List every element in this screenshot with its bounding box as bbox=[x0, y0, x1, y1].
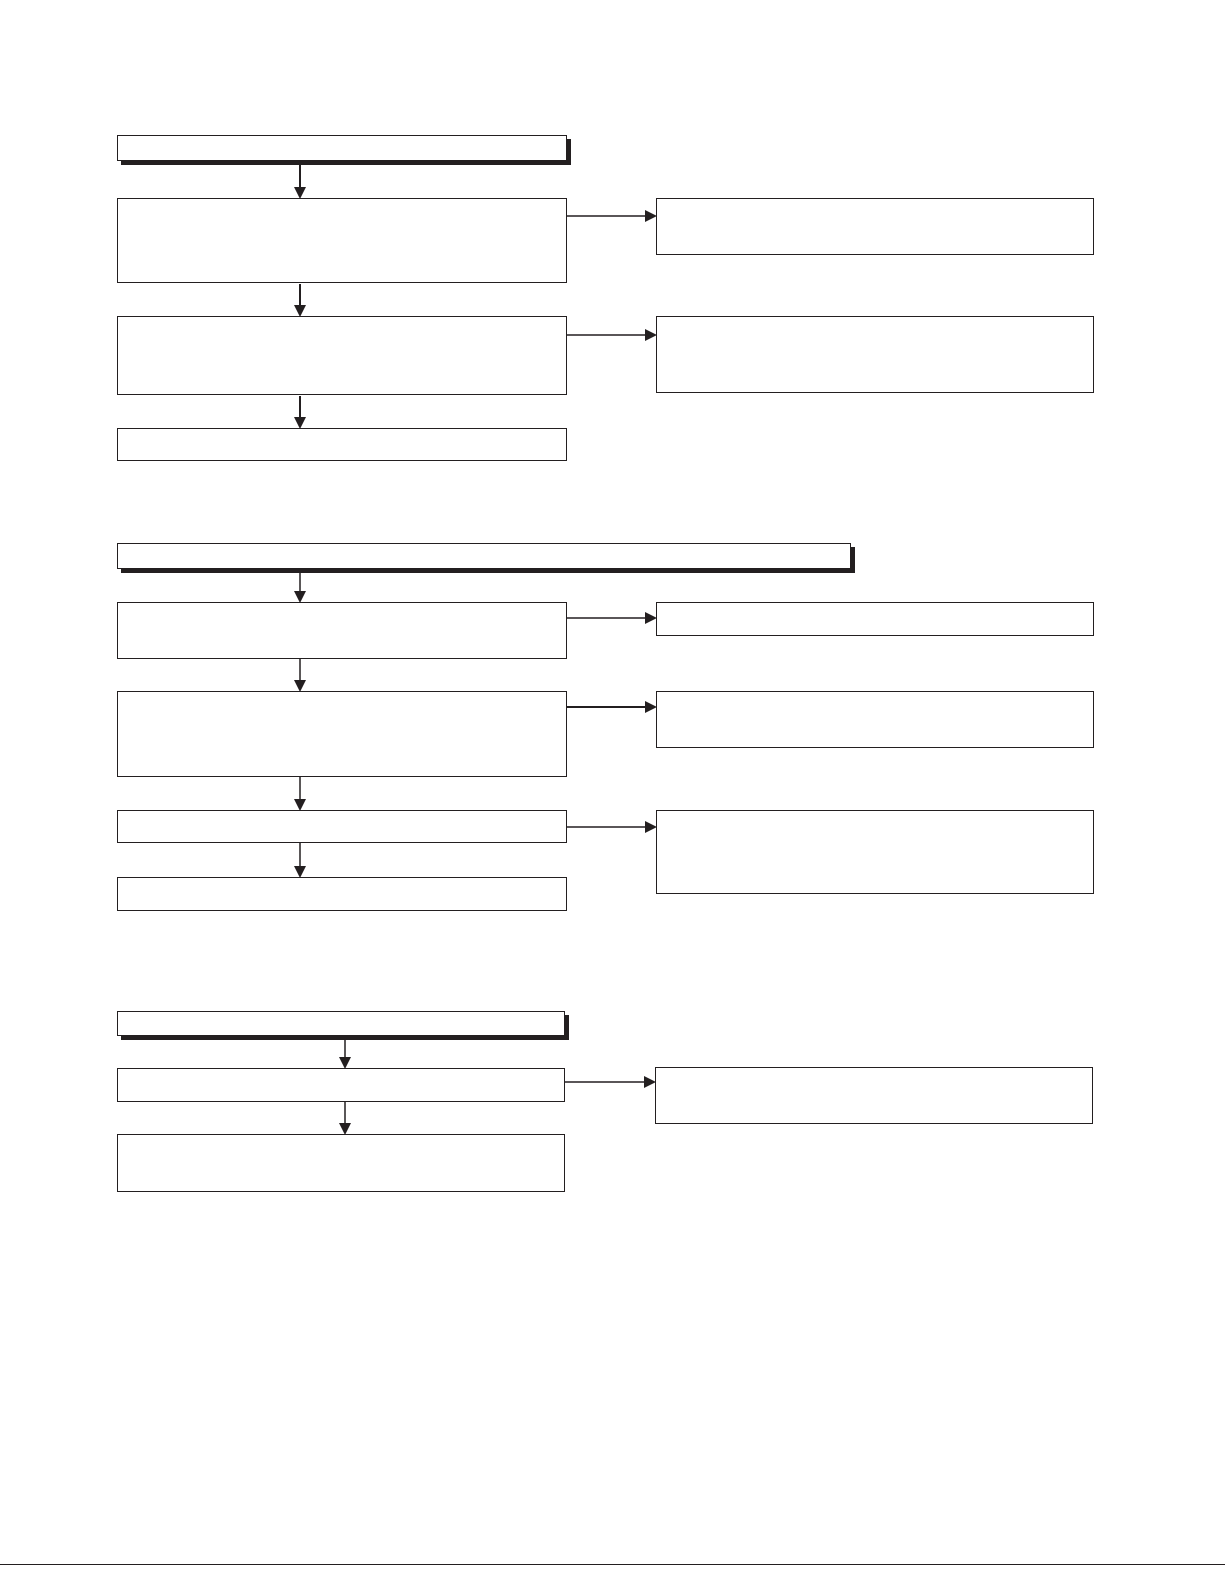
flowchart-2-step-3 bbox=[117, 810, 567, 843]
flowchart-1-step-3 bbox=[117, 428, 567, 461]
flowchart-2-branch-2 bbox=[656, 691, 1094, 748]
flowchart-3-title bbox=[117, 1011, 565, 1036]
flowchart-3-branch-1 bbox=[655, 1067, 1093, 1124]
flowchart-1-step-2 bbox=[117, 316, 567, 395]
flowchart-2-title bbox=[117, 543, 851, 569]
flowchart-1-branch-2 bbox=[656, 316, 1094, 393]
flowchart-3-step-1 bbox=[117, 1068, 565, 1102]
flowchart-2-step-1 bbox=[117, 602, 567, 659]
flowchart-1-title bbox=[117, 135, 567, 161]
flowchart-2-branch-1 bbox=[656, 602, 1094, 636]
flowchart-2-step-4 bbox=[117, 877, 567, 911]
flowchart-1-branch-1 bbox=[656, 198, 1094, 255]
flowchart-1-step-1 bbox=[117, 198, 567, 283]
flowchart-2-step-2 bbox=[117, 691, 567, 777]
flowchart-3-step-2 bbox=[117, 1134, 565, 1192]
page-bottom-rule bbox=[0, 1564, 1225, 1565]
flowchart-2-branch-3 bbox=[656, 810, 1094, 894]
